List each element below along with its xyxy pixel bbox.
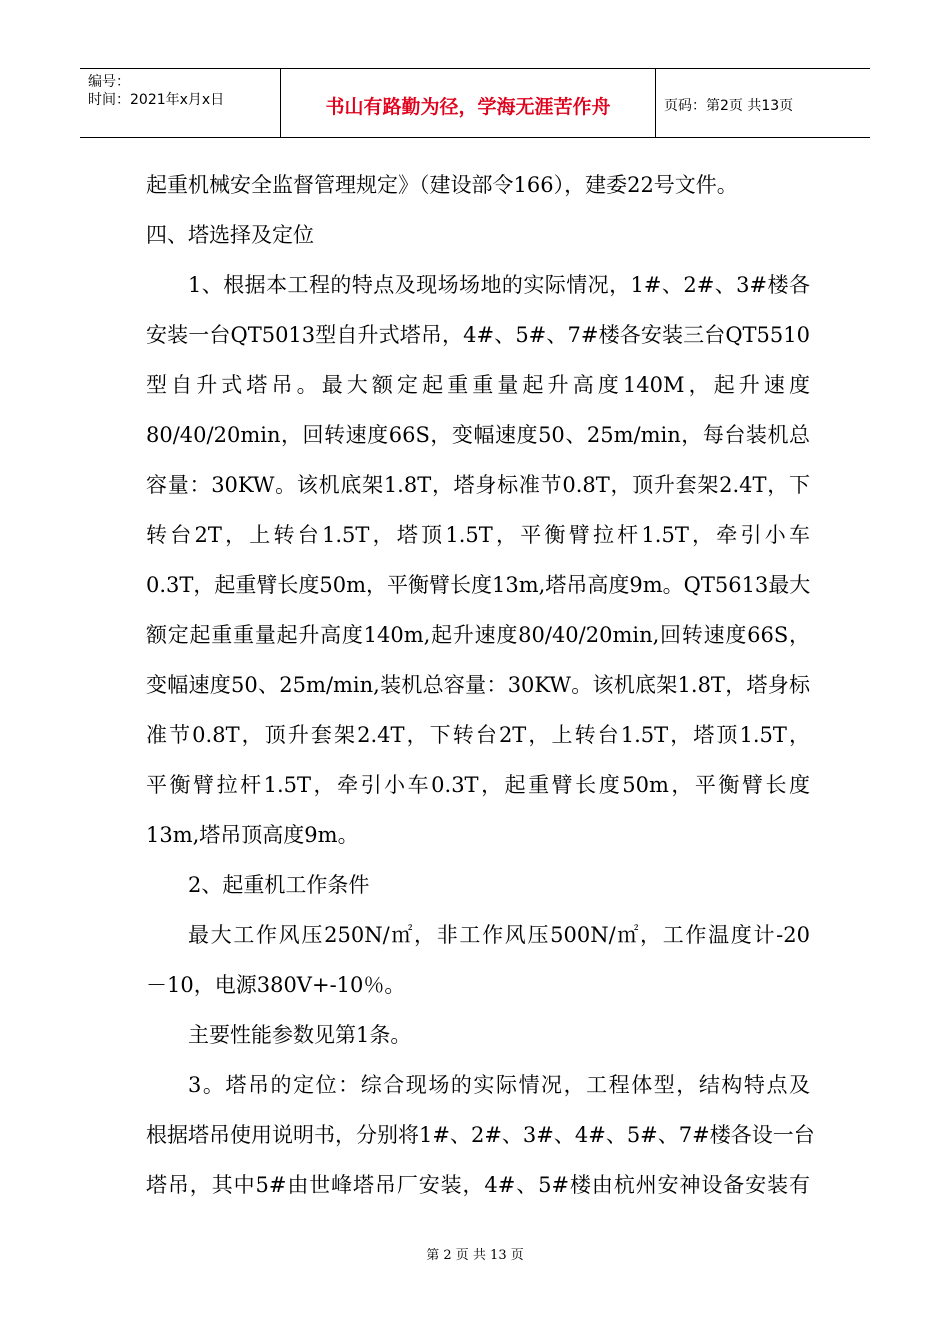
document-body [146, 160, 815, 1210]
text-line: 型自升式塔吊。最大额定起重重量起升高度140M，起升速度 [146, 373, 810, 397]
text-line: －10，电源380V+-10％。 [146, 973, 406, 997]
text-line: 3。塔吊的定位：综合现场的实际情况，工程体型，结构特点及 [188, 1073, 810, 1097]
text-line: 最大工作风压250N/㎡，非工作风压500N/㎡，工作温度计-20 [188, 923, 810, 947]
header-motto: 书山有路勤为径，学海无涯苦作舟 [281, 69, 656, 137]
header-meta [80, 69, 281, 137]
text-line: 安装一台QT5013型自升式塔吊，4#、5#、7#楼各安装三台QT5510 [146, 323, 810, 347]
text-line: 容量：30KW。该机底架1.8T，塔身标准节0.8T，顶升套架2.4T，下 [146, 473, 810, 497]
page-header [80, 68, 870, 138]
document-date-label: 时间：2021年x月x日 [88, 92, 225, 108]
text-line: 塔吊，其中5#由世峰塔吊厂安装，4#、5#楼由杭州安神设备安装有 [146, 1173, 810, 1197]
text-line: 变幅速度50、25m/min,装机总容量：30KW。该机底架1.8T，塔身标 [146, 673, 810, 697]
text-line: 根据塔吊使用说明书，分别将1#、2#、3#、4#、5#、7#楼各设一台 [146, 1123, 815, 1147]
subsection-heading: 2、起重机工作条件 [188, 873, 370, 897]
text-line: 额定起重重量起升高度140m,起升速度80/40/20min,回转速度66S， [146, 623, 810, 647]
text-line: 13m,塔吊顶高度9m。 [146, 823, 359, 847]
text-line: 主要性能参数见第1条。 [188, 1023, 412, 1047]
section-heading: 四、塔选择及定位 [146, 223, 314, 247]
text-line: 80/40/20min，回转速度66S，变幅速度50、25m/min，每台装机总 [146, 423, 810, 447]
document-number-label: 编号： [88, 74, 130, 90]
text-line: 0.3T，起重臂长度50m，平衡臂长度13m,塔吊高度9m。QT5613最大 [146, 573, 811, 597]
text-line: 1、根据本工程的特点及现场场地的实际情况，1#、2#、3#楼各 [188, 273, 810, 297]
header-page-info: 页码：第2页 共13页 [664, 98, 794, 114]
text-line: 准节0.8T，顶升套架2.4T，下转台2T，上转台1.5T，塔顶1.5T， [146, 723, 810, 747]
text-line: 平衡臂拉杆1.5T，牵引小车0.3T，起重臂长度50m，平衡臂长度 [146, 773, 810, 797]
text-line: 转台2T，上转台1.5T，塔顶1.5T，平衡臂拉杆1.5T，牵引小车 [146, 523, 810, 547]
page-footer: 第 2 页 共 13 页 [426, 1248, 524, 1263]
text-line: 起重机械安全监督管理规定》（建设部令166），建委22号文件。 [146, 173, 738, 197]
